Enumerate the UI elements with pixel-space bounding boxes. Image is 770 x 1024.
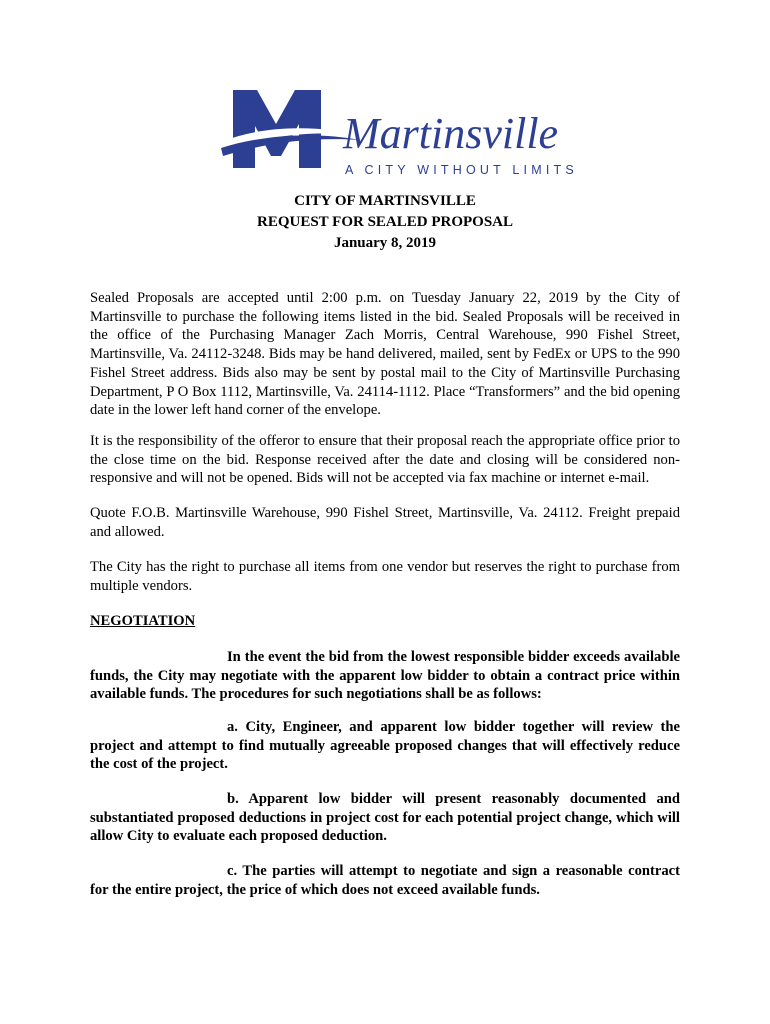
negotiation-heading: NEGOTIATION [90, 613, 196, 629]
negotiation-item-a [90, 718, 680, 774]
city-logo [221, 90, 591, 182]
negotiation-item-a-text: a. City, Engineer, and apparent low bidder together will review the project and attempt to find mutually agreeable proposed changes that will effectively reduce the cost of the project. [90, 719, 680, 773]
document-header [0, 191, 770, 254]
header-title-line1: CITY OF MARTINSVILLE [294, 193, 476, 209]
logo-tagline: A CITY WITHOUT LIMITS [345, 163, 578, 177]
negotiation-intro [90, 648, 680, 704]
negotiation-item-c [90, 862, 680, 899]
negotiation-item-b-text: b. Apparent low bidder will present reasonably documented and substantiated proposed deductions in project cost for each potential project change, which will allow City to evaluate each proposed deduction. [90, 791, 680, 845]
header-date: January 8, 2019 [333, 235, 437, 251]
negotiation-item-c-text: c. The parties will attempt to negotiate and sign a reasonable contract for the entire project, the price of which does not exceed available funds. [90, 863, 680, 898]
logo-wordmark: Martinsville [343, 109, 559, 158]
paragraph-submission-details: Sealed Proposals are accepted until 2:00 p.m. on Tuesday January 22, 2019 by the City of Martinsville to purchase the following items listed in the bid. Sealed Proposals will be received in the office of the Purchasing Manager Zach Morris, Central Warehouse, 990 Fishel Street, Martinsville, Va. 24112-3248. Bids may be hand delivered, mailed, sent by FedEx or UPS to the 990 Fishel Street address. Bids also may be sent by postal mail to the City of Martinsville Purchasing Department, P O Box 1112, Martinsville, Va. 24114-1112. Place “Transformers” and the bid opening date in the lower left hand corner of the envelope. [90, 290, 680, 419]
header-title-line2: REQUEST FOR SEALED PROPOSAL [256, 214, 514, 230]
negotiation-intro-text: In the event the bid from the lowest responsible bidder exceeds available funds, the City may negotiate with the apparent low bidder to obtain a contract price within available funds. The procedures for such negotiations shall be as follows: [90, 649, 680, 703]
paragraph-fob-quote: Quote F.O.B. Martinsville Warehouse, 990 Fishel Street, Martinsville, Va. 24112. Freight prepaid and allowed. [90, 505, 680, 540]
martinsville-m-logo-icon [221, 90, 591, 182]
paragraph-vendor-rights: The City has the right to purchase all items from one vendor but reserves the right to purchase from multiple vendors. [90, 559, 680, 594]
paragraph-offeror-responsibility: It is the responsibility of the offeror to ensure that their proposal reach the appropriate office prior to the close time on the bid. Response received after the date and closing will be considered non-responsive and will not be opened. Bids will not be accepted via fax machine or internet e-mail. [90, 433, 680, 487]
negotiation-item-b [90, 790, 680, 846]
